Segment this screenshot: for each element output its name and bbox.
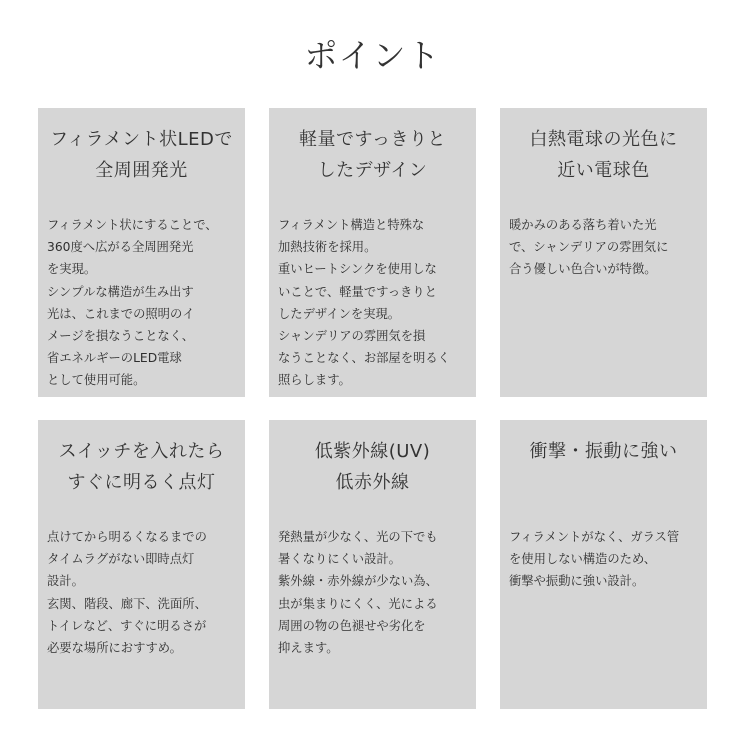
- feature-card-body: 発熱量が少なく、光の下でも 暑くなりにくい設計。 紫外線・赤外線が少ない為、 虫が集まりにくく、光による 周囲の物の色褪せや劣化を 抑えます。: [278, 530, 438, 656]
- feature-card-instant-on: [38, 420, 245, 709]
- feature-card-title: スイッチを入れたら すぐに明るく点灯: [58, 441, 225, 493]
- feature-card-title: 衝撃・振動に強い: [529, 441, 678, 462]
- feature-card-body: 暖かみのある落ち着いた光 で、シャンデリアの雰囲気に 合う優しい色合いが特徴。: [509, 218, 669, 277]
- feature-card-title: 軽量ですっきりと したデザイン: [299, 129, 446, 181]
- feature-card-light-color: [500, 108, 707, 397]
- feature-card-title: 白熱電球の光色に 近い電球色: [529, 129, 678, 181]
- feature-grid: [38, 108, 707, 709]
- feature-card-shock-resistant: [500, 420, 707, 709]
- feature-card-filament: [38, 108, 245, 397]
- feature-card-body: フィラメントがなく、ガラス管 を使用しない構造のため、 衝撃や振動に強い設計。: [509, 530, 680, 589]
- feature-card-body: フィラメント構造と特殊な 加熱技術を採用。 重いヒートシンクを使用しな いことで、軽量ですっきりと したデザインを実現。 シャンデリアの雰囲気を損 なうことなく、お部屋を明るく 照らします。: [278, 218, 450, 388]
- feature-card-low-uv: [269, 420, 476, 709]
- feature-card-title: 低紫外線(UV) 低赤外線: [314, 441, 431, 493]
- page-title: ポイント: [304, 36, 441, 75]
- feature-card-body: フィラメント状にすることで、 360度へ広がる全周囲発光 を実現。 シンプルな構造が生み出す 光は、これまでの照明のイ メージを損なうことなく、 省エネルギーのLED電球 として使用可能。: [47, 218, 218, 388]
- feature-card-lightweight: [269, 108, 476, 397]
- feature-card-title: フィラメント状LEDで 全周囲発光: [50, 129, 233, 181]
- feature-card-body: 点けてから明るくなるまでの タイムラグがない即時点灯 設計。 玄関、階段、廊下、洗面所、 トイレなど、すぐに明るさが 必要な場所におすすめ。: [47, 530, 207, 656]
